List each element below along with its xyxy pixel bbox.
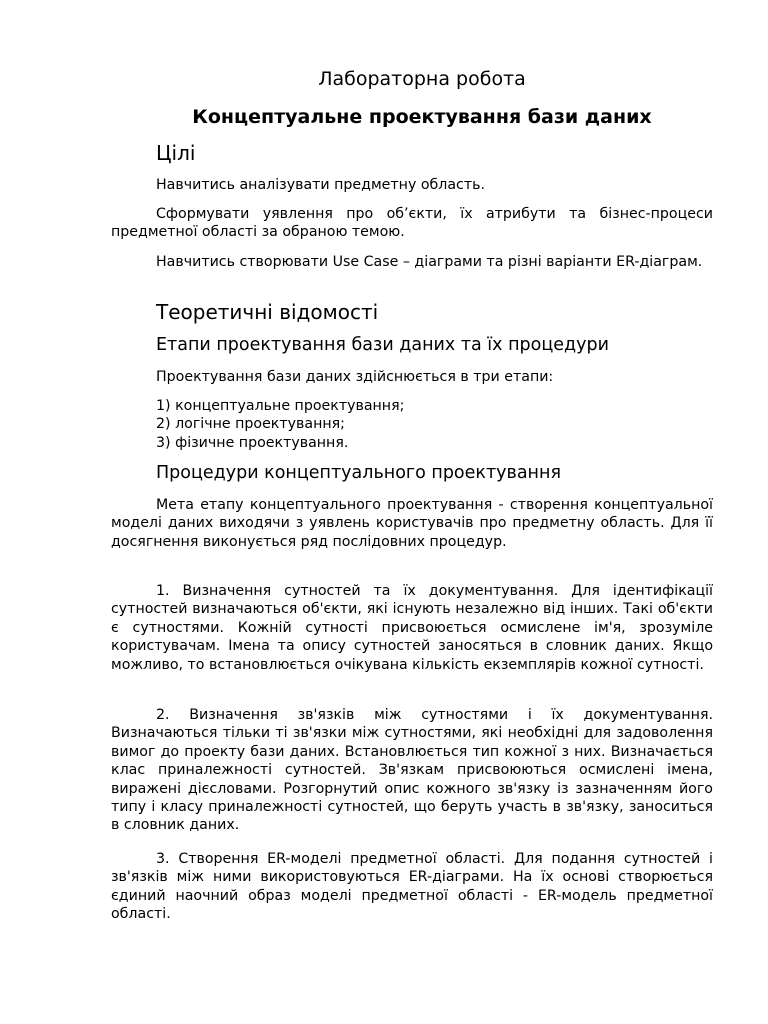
goal-paragraph-2: Сформувати уявлення про об’єкти, їх атрибути та бізнес-процеси предметної області за обраною темою. — [111, 206, 713, 241]
goal-paragraph-1: Навчитись аналізувати предметну область. — [156, 177, 485, 193]
procedures-paragraph-2: 1. Визначення сутностей та їх документування. Для ідентифікації сутностей визначаються об'єкти, які існують незалежно від інших. Такі об'єкти є сутностями. Кожній сутності присвоюється осмислене ім'я, зрозуміле користувачам. Імена та опису сутностей заносяться в словник даних. Якщо можливо, то встановлюється очікувана кількість екземплярів кожної сутності. — [111, 583, 713, 673]
goal-paragraph-3: Навчитись створювати Use Case – діаграми та різні варіанти ER-діаграм. — [156, 254, 703, 270]
procedures-paragraph-1: Мета етапу концептуального проектування - створення концептуальної моделі даних виходячи з уявлень користувачів про предметну область. Для її досягнення виконується ряд послідовних процедур. — [111, 497, 713, 550]
stages-heading: Етапи проектування бази даних та їх процедури — [156, 335, 609, 355]
stages-list — [156, 397, 404, 452]
procedures-heading: Процедури концептуального проектування — [156, 463, 561, 483]
list-item: 1) концептуальне проектування; — [156, 398, 405, 414]
procedures-paragraph-4: 3. Створення ER-моделі предметної області. Для подання сутностей і зв'язків між ними використовуються ER-діаграми. На їх основі створюється єдиний наочний образ моделі предметної області - ER-модель предметної області. — [111, 851, 713, 923]
list-item: 2) логічне проектування; — [156, 416, 345, 433]
document-title: Лабораторна робота — [318, 68, 526, 90]
theory-heading: Теоретичні відомості — [156, 300, 379, 324]
goals-heading: Цілі — [156, 141, 196, 165]
document-subtitle: Концептуальне проектування бази даних — [192, 106, 652, 128]
procedures-paragraph-3: 2. Визначення зв'язків між сутностями і їх документування. Визначаються тільки ті зв'язки між сутностями, які необхідні для задоволення вимог до проекту бази даних. Встановлюється тип кожної з них. Визначається клас приналежності сутностей. Зв'язкам присвоюються осмислені імена, виражені дієсловами. Розгорнутий опис кожного зв'язку із зазначенням його типу і класу приналежності сутностей, що беруть участь в зв'язку, заноситься в словник даних. — [111, 707, 713, 834]
stages-intro: Проектування бази даних здійснюється в три етапи: — [156, 369, 554, 385]
list-item: 3) фізичне проектування. — [156, 434, 349, 451]
